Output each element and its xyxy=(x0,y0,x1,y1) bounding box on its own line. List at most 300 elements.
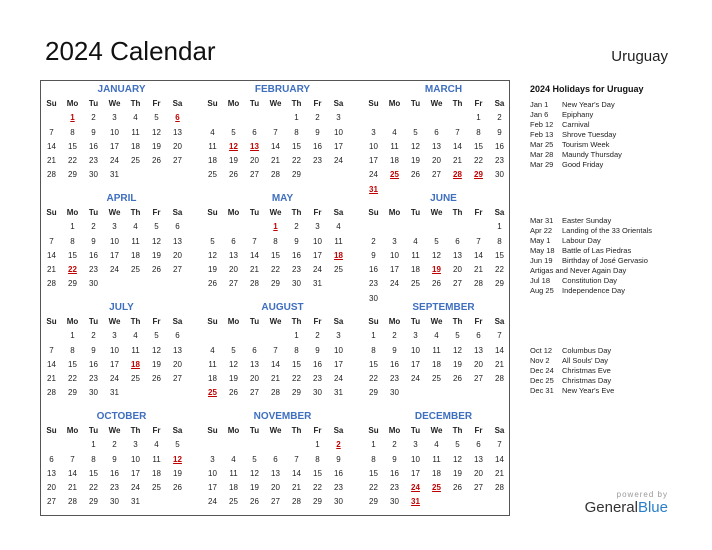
holiday-row xyxy=(530,276,700,286)
day-cell: 23 xyxy=(313,156,322,166)
day-cell: 25 xyxy=(131,374,140,384)
holiday-group xyxy=(530,346,700,396)
weekday-header: Mo xyxy=(66,426,79,435)
day-cell: 9 xyxy=(392,345,397,355)
day-cell: 27 xyxy=(47,497,56,507)
brand-logo xyxy=(585,490,668,516)
day-cell: 15 xyxy=(89,468,98,478)
weekday-header: Th xyxy=(452,208,463,217)
day-cell: 27 xyxy=(250,388,259,398)
day-cell: 28 xyxy=(47,279,56,289)
month-name: MARCH xyxy=(424,84,463,95)
day-cell: 6 xyxy=(273,454,278,464)
day-cell: 8 xyxy=(273,236,278,246)
day-cell: 20 xyxy=(432,156,441,166)
day-cell: 29 xyxy=(68,170,77,180)
weekday-header: Mo xyxy=(66,317,79,326)
day-cell: 21 xyxy=(47,156,56,166)
day-cell: 30 xyxy=(390,388,399,398)
day-cell: 24 xyxy=(313,265,322,275)
empty-cell xyxy=(384,220,405,234)
holiday-date: Mar 31 xyxy=(530,216,554,225)
day-cell: 26 xyxy=(173,483,182,493)
day-cell: 23 xyxy=(89,374,98,384)
holiday-name: Shrove Tuesday xyxy=(562,130,617,139)
empty-cell xyxy=(286,438,307,452)
day-cell: 16 xyxy=(390,359,399,369)
day-cell: 14 xyxy=(271,359,280,369)
holiday-row xyxy=(530,366,700,376)
day-cell: 13 xyxy=(47,468,56,478)
day-cell: 14 xyxy=(47,141,56,151)
day-cell: 16 xyxy=(89,141,98,151)
day-cell: 22 xyxy=(292,156,301,166)
weekday-header: Su xyxy=(207,99,218,108)
empty-cell xyxy=(223,329,244,343)
day-cell: 13 xyxy=(271,468,280,478)
day-cell: 25 xyxy=(411,279,420,289)
month-january xyxy=(41,83,188,183)
holiday-name: Columbus Day xyxy=(562,346,612,355)
day-cell: 4 xyxy=(133,331,138,341)
empty-cell xyxy=(41,111,62,125)
day-cell: 16 xyxy=(313,141,322,151)
weekday-header: Fr xyxy=(313,99,322,108)
day-cell: 25 xyxy=(131,265,140,275)
weekday-header: Sa xyxy=(494,317,505,326)
weekday-header: Sa xyxy=(333,99,344,108)
day-cell: 8 xyxy=(70,236,75,246)
weekday-header: We xyxy=(430,99,443,108)
empty-cell xyxy=(202,329,223,343)
day-cell: 20 xyxy=(250,156,259,166)
day-cell: 1 xyxy=(70,331,75,341)
holiday-name: Independence Day xyxy=(562,286,625,295)
holiday-row xyxy=(530,226,700,236)
day-cell: 11 xyxy=(334,236,343,246)
holiday-row xyxy=(530,100,700,110)
holiday-name: Tourism Week xyxy=(562,140,610,149)
day-cell: 7 xyxy=(49,236,54,246)
day-cell: 10 xyxy=(313,236,322,246)
day-cell: 7 xyxy=(497,331,502,341)
weekday-header: Tu xyxy=(249,99,260,108)
month-name: SEPTEMBER xyxy=(412,302,475,313)
day-cell: 24 xyxy=(110,156,119,166)
day-cell: 4 xyxy=(210,127,215,137)
holiday-row xyxy=(530,356,700,366)
weekday-header: Sa xyxy=(494,99,505,108)
holiday-list xyxy=(530,84,700,395)
day-cell: 31 xyxy=(334,388,343,398)
day-cell: 11 xyxy=(411,250,420,260)
weekday-header: We xyxy=(269,426,282,435)
day-cell: 19 xyxy=(152,250,161,260)
holiday-row xyxy=(530,140,700,150)
day-cell: 22 xyxy=(474,156,483,166)
month-name: JULY xyxy=(109,302,134,313)
day-cell: 3 xyxy=(371,127,376,137)
day-cell: 31 xyxy=(110,170,119,180)
weekday-header: Mo xyxy=(388,317,401,326)
weekday-header: Fr xyxy=(313,317,322,326)
day-cell: 20 xyxy=(173,359,182,369)
holiday-row xyxy=(530,266,700,276)
weekday-header: Th xyxy=(130,99,141,108)
day-cell: 23 xyxy=(334,483,343,493)
day-cell: 4 xyxy=(231,454,236,464)
holiday-name: Artigas and Never Again Day xyxy=(530,266,627,275)
weekday-header: Tu xyxy=(88,426,99,435)
holiday-date: Oct 12 xyxy=(530,346,553,355)
day-cell: 21 xyxy=(495,468,504,478)
weekday-header: Sa xyxy=(333,426,344,435)
day-cell: 4 xyxy=(434,440,439,450)
day-cell: 5 xyxy=(231,127,236,137)
holiday-date: Aug 25 xyxy=(530,286,554,295)
month-name: AUGUST xyxy=(261,302,304,313)
month-days xyxy=(202,424,349,510)
day-cell: 3 xyxy=(112,222,117,232)
day-cell: 5 xyxy=(154,331,159,341)
day-cell: 20 xyxy=(229,265,238,275)
weekday-header: Fr xyxy=(313,208,322,217)
holiday-name: Carnival xyxy=(562,120,590,129)
month-days xyxy=(41,424,188,510)
weekday-header: Mo xyxy=(227,99,240,108)
day-cell: 19 xyxy=(173,468,182,478)
day-cell: 29 xyxy=(369,388,378,398)
day-cell: 12 xyxy=(250,468,259,478)
empty-cell xyxy=(363,220,384,234)
day-cell: 23 xyxy=(495,156,504,166)
day-cell: 12 xyxy=(229,359,238,369)
holiday-group xyxy=(530,216,700,296)
day-cell: 30 xyxy=(89,170,98,180)
day-cell: 7 xyxy=(476,236,481,246)
holiday-row xyxy=(530,216,700,226)
day-cell: 30 xyxy=(334,497,343,507)
weekday-header: Mo xyxy=(388,99,401,108)
day-cell: 28 xyxy=(47,170,56,180)
month-days xyxy=(363,206,510,306)
day-cell: 26 xyxy=(152,156,161,166)
day-cell: 6 xyxy=(231,236,236,246)
day-cell: 22 xyxy=(369,374,378,384)
weekday-header: Fr xyxy=(474,99,483,108)
day-cell: 18 xyxy=(390,156,399,166)
day-cell: 24 xyxy=(334,156,343,166)
weekday-header: Tu xyxy=(88,208,99,217)
empty-cell xyxy=(405,220,426,234)
month-days xyxy=(363,424,510,510)
day-cell: 29 xyxy=(292,170,301,180)
empty-cell xyxy=(265,438,286,452)
weekday-header: Mo xyxy=(66,208,79,217)
month-name: APRIL xyxy=(106,193,137,204)
day-cell: 22 xyxy=(495,265,504,275)
day-cell: 4 xyxy=(210,345,215,355)
day-cell: 3 xyxy=(112,113,117,123)
day-cell: 15 xyxy=(369,468,378,478)
day-cell: 29 xyxy=(68,388,77,398)
holiday-date: Jul 18 xyxy=(530,276,551,285)
month-may xyxy=(202,192,349,292)
month-days xyxy=(202,315,349,401)
holiday-row xyxy=(530,130,700,140)
day-cell: 13 xyxy=(173,345,182,355)
weekday-header: Fr xyxy=(152,99,161,108)
day-cell: 28 xyxy=(271,388,280,398)
day-cell: 9 xyxy=(315,345,320,355)
empty-cell xyxy=(41,220,62,234)
day-cell: 27 xyxy=(173,265,182,275)
day-cell: 26 xyxy=(453,483,462,493)
day-cell: 26 xyxy=(411,170,420,180)
empty-cell xyxy=(447,220,468,234)
day-cell: 30 xyxy=(390,497,399,507)
holiday-name: Epiphany xyxy=(562,110,594,119)
day-cell: 12 xyxy=(453,454,462,464)
day-cell: 26 xyxy=(229,170,238,180)
day-cell: 8 xyxy=(371,345,376,355)
weekday-header: We xyxy=(108,426,121,435)
weekday-header: We xyxy=(108,208,121,217)
day-cell: 15 xyxy=(68,250,77,260)
day-cell: 10 xyxy=(110,127,119,137)
holiday-day: 12 xyxy=(173,454,182,464)
day-cell: 4 xyxy=(392,127,397,137)
day-cell: 29 xyxy=(292,388,301,398)
weekday-header: Fr xyxy=(474,317,483,326)
day-cell: 22 xyxy=(68,374,77,384)
day-cell: 16 xyxy=(369,265,378,275)
day-cell: 19 xyxy=(250,483,259,493)
weekday-header: Fr xyxy=(152,426,161,435)
day-cell: 1 xyxy=(91,440,96,450)
day-cell: 25 xyxy=(334,265,343,275)
holiday-row xyxy=(530,376,700,386)
day-cell: 4 xyxy=(133,113,138,123)
holiday-day: 12 xyxy=(229,141,238,151)
weekday-header: Th xyxy=(452,317,463,326)
day-cell: 14 xyxy=(250,250,259,260)
day-cell: 14 xyxy=(47,359,56,369)
weekday-header: Sa xyxy=(494,208,505,217)
day-cell: 10 xyxy=(390,250,399,260)
day-cell: 21 xyxy=(271,156,280,166)
day-cell: 9 xyxy=(91,236,96,246)
day-cell: 11 xyxy=(152,454,161,464)
weekday-header: We xyxy=(269,99,282,108)
day-cell: 16 xyxy=(334,468,343,478)
day-cell: 7 xyxy=(273,345,278,355)
day-cell: 24 xyxy=(110,265,119,275)
day-cell: 18 xyxy=(152,468,161,478)
day-cell: 24 xyxy=(411,374,420,384)
holiday-name: New Year's Day xyxy=(562,100,615,109)
holiday-row xyxy=(530,160,700,170)
weekday-header: Th xyxy=(130,426,141,435)
day-cell: 21 xyxy=(292,483,301,493)
day-cell: 9 xyxy=(336,454,341,464)
holiday-name: Good Friday xyxy=(562,160,604,169)
month-days xyxy=(202,206,349,292)
weekday-header: Fr xyxy=(152,208,161,217)
day-cell: 15 xyxy=(474,141,483,151)
day-cell: 11 xyxy=(131,236,140,246)
country-label: Uruguay xyxy=(611,48,668,65)
day-cell: 29 xyxy=(68,279,77,289)
day-cell: 7 xyxy=(49,345,54,355)
empty-cell xyxy=(426,111,447,125)
day-cell: 6 xyxy=(252,127,257,137)
day-cell: 26 xyxy=(250,497,259,507)
day-cell: 15 xyxy=(68,141,77,151)
day-cell: 14 xyxy=(495,454,504,464)
month-name: OCTOBER xyxy=(96,411,147,422)
day-cell: 3 xyxy=(392,236,397,246)
weekday-header: Mo xyxy=(227,317,240,326)
day-cell: 25 xyxy=(208,170,217,180)
day-cell: 17 xyxy=(411,468,420,478)
day-cell: 9 xyxy=(392,454,397,464)
empty-cell xyxy=(244,111,265,125)
day-cell: 21 xyxy=(453,156,462,166)
day-cell: 17 xyxy=(334,141,343,151)
holiday-date: May 18 xyxy=(530,246,555,255)
day-cell: 11 xyxy=(432,454,441,464)
empty-cell xyxy=(223,438,244,452)
day-cell: 14 xyxy=(47,250,56,260)
day-cell: 2 xyxy=(392,331,397,341)
empty-cell xyxy=(41,329,62,343)
day-cell: 17 xyxy=(390,265,399,275)
month-june xyxy=(363,192,510,306)
weekday-header: Tu xyxy=(410,426,421,435)
day-cell: 9 xyxy=(91,345,96,355)
holiday-day: 29 xyxy=(474,170,483,180)
holiday-day: 6 xyxy=(175,113,180,123)
day-cell: 30 xyxy=(89,279,98,289)
month-december xyxy=(363,410,510,510)
weekday-header: Su xyxy=(46,317,57,326)
day-cell: 1 xyxy=(315,440,320,450)
day-cell: 27 xyxy=(271,497,280,507)
day-cell: 14 xyxy=(68,468,77,478)
day-cell: 15 xyxy=(313,468,322,478)
day-cell: 17 xyxy=(110,359,119,369)
holiday-date: Dec 31 xyxy=(530,386,554,395)
day-cell: 17 xyxy=(208,483,217,493)
day-cell: 18 xyxy=(131,250,140,260)
day-cell: 9 xyxy=(294,236,299,246)
day-cell: 12 xyxy=(152,127,161,137)
day-cell: 3 xyxy=(315,222,320,232)
day-cell: 29 xyxy=(89,497,98,507)
day-cell: 22 xyxy=(68,156,77,166)
day-cell: 29 xyxy=(313,497,322,507)
day-cell: 16 xyxy=(390,468,399,478)
day-cell: 25 xyxy=(152,483,161,493)
month-march xyxy=(363,83,510,197)
day-cell: 17 xyxy=(110,250,119,260)
day-cell: 2 xyxy=(294,222,299,232)
month-september xyxy=(363,301,510,401)
day-cell: 7 xyxy=(455,127,460,137)
holiday-row xyxy=(530,346,700,356)
weekday-header: Mo xyxy=(388,426,401,435)
empty-cell xyxy=(384,111,405,125)
day-cell: 13 xyxy=(474,345,483,355)
holiday-row xyxy=(530,256,700,266)
day-cell: 21 xyxy=(495,359,504,369)
day-cell: 7 xyxy=(294,454,299,464)
month-august xyxy=(202,301,349,401)
month-october xyxy=(41,410,188,510)
day-cell: 7 xyxy=(273,127,278,137)
holiday-row xyxy=(530,120,700,130)
day-cell: 4 xyxy=(154,440,159,450)
holiday-name: New Year's Eve xyxy=(562,386,615,395)
day-cell: 16 xyxy=(89,250,98,260)
month-name: DECEMBER xyxy=(414,411,473,422)
holiday-name: Battle of Las Piedras xyxy=(562,246,632,255)
day-cell: 2 xyxy=(392,440,397,450)
day-cell: 20 xyxy=(474,359,483,369)
day-cell: 28 xyxy=(474,279,483,289)
weekday-header: Mo xyxy=(388,208,401,217)
day-cell: 15 xyxy=(292,359,301,369)
weekday-header: Tu xyxy=(88,317,99,326)
day-cell: 21 xyxy=(250,265,259,275)
day-cell: 9 xyxy=(112,454,117,464)
day-cell: 2 xyxy=(315,331,320,341)
day-cell: 15 xyxy=(369,359,378,369)
day-cell: 12 xyxy=(453,345,462,355)
empty-cell xyxy=(223,220,244,234)
day-cell: 5 xyxy=(154,222,159,232)
day-cell: 20 xyxy=(271,483,280,493)
day-cell: 25 xyxy=(131,156,140,166)
weekday-header: Tu xyxy=(88,99,99,108)
day-cell: 23 xyxy=(369,279,378,289)
day-cell: 12 xyxy=(152,236,161,246)
day-cell: 2 xyxy=(371,236,376,246)
day-cell: 23 xyxy=(110,483,119,493)
weekday-header: Th xyxy=(452,99,463,108)
holiday-day: 2 xyxy=(336,440,341,450)
day-cell: 21 xyxy=(474,265,483,275)
day-cell: 18 xyxy=(432,359,441,369)
day-cell: 12 xyxy=(208,250,217,260)
day-cell: 4 xyxy=(336,222,341,232)
day-cell: 6 xyxy=(49,454,54,464)
day-cell: 23 xyxy=(390,374,399,384)
holiday-day: 19 xyxy=(432,265,441,275)
day-cell: 9 xyxy=(315,127,320,137)
day-cell: 16 xyxy=(495,141,504,151)
weekday-header: Th xyxy=(291,426,302,435)
day-cell: 13 xyxy=(173,236,182,246)
weekday-header: We xyxy=(430,317,443,326)
day-cell: 28 xyxy=(47,388,56,398)
holiday-date: Dec 24 xyxy=(530,366,554,375)
holiday-date: Jan 1 xyxy=(530,100,549,109)
weekday-header: Su xyxy=(368,317,379,326)
day-cell: 30 xyxy=(369,293,378,303)
day-cell: 8 xyxy=(70,345,75,355)
